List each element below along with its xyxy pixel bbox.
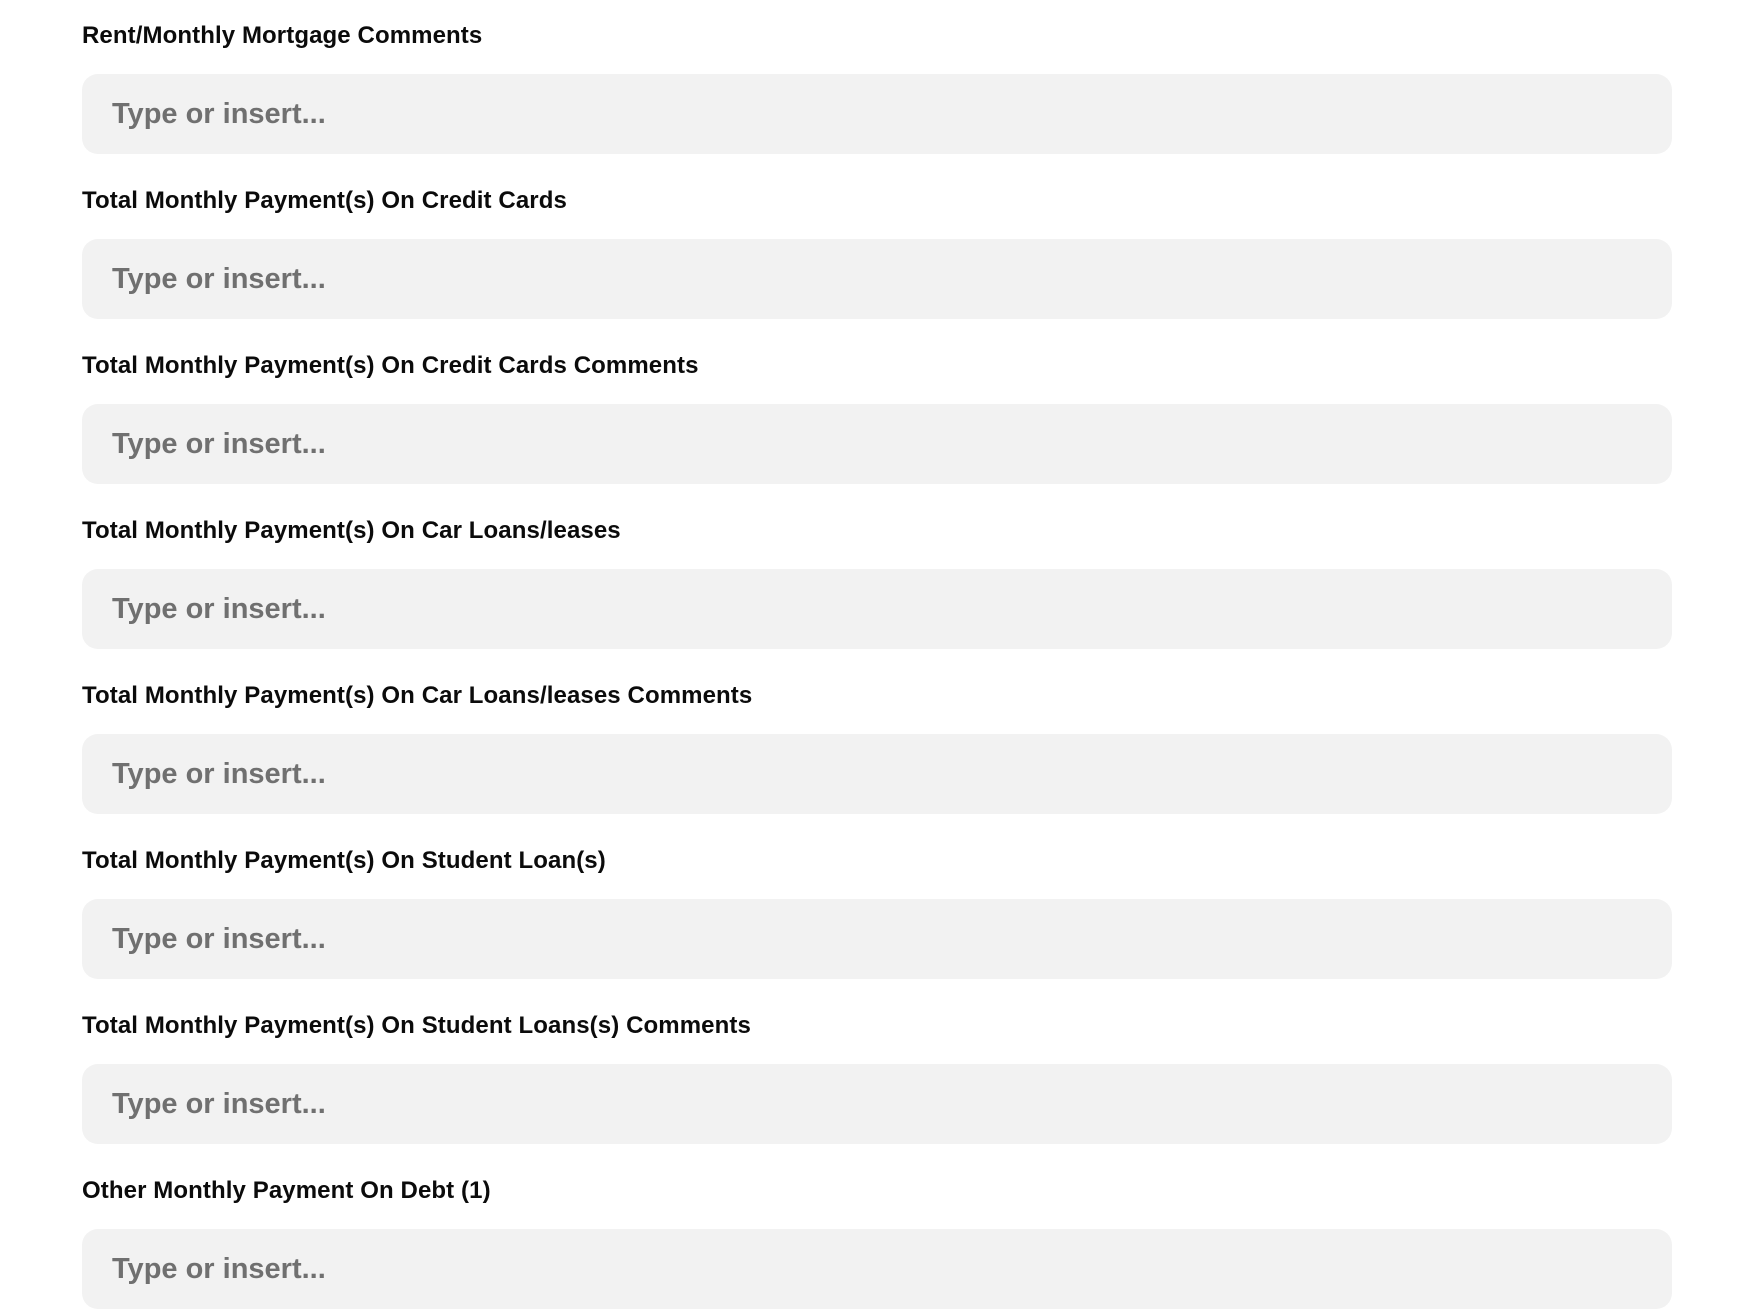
student-loans-payment-input[interactable]: [82, 899, 1672, 979]
field-credit-cards: [82, 187, 1672, 319]
field-label: Total Monthly Payment(s) On Student Loans(s) Comments: [82, 1012, 751, 1039]
field-label: Total Monthly Payment(s) On Credit Cards Comments: [82, 352, 699, 379]
field-label: Total Monthly Payment(s) On Student Loan(s): [82, 847, 606, 874]
field-other-debt-1: [82, 1177, 1672, 1309]
field-car-loans: [82, 517, 1672, 649]
car-loans-payment-input[interactable]: [82, 569, 1672, 649]
field-student-loans-comments: [82, 1012, 1672, 1144]
field-label: Total Monthly Payment(s) On Credit Cards: [82, 187, 567, 214]
student-loans-comments-input[interactable]: [82, 1064, 1672, 1144]
other-debt-1-input[interactable]: [82, 1229, 1672, 1309]
field-label: Total Monthly Payment(s) On Car Loans/leases: [82, 517, 621, 544]
car-loans-comments-input[interactable]: [82, 734, 1672, 814]
field-credit-cards-comments: [82, 352, 1672, 484]
field-student-loans: [82, 847, 1672, 979]
credit-cards-comments-input[interactable]: [82, 404, 1672, 484]
credit-cards-payment-input[interactable]: [82, 239, 1672, 319]
field-car-loans-comments: [82, 682, 1672, 814]
field-label: Total Monthly Payment(s) On Car Loans/leases Comments: [82, 682, 753, 709]
field-rent-mortgage-comments: [82, 22, 1672, 154]
rent-mortgage-comments-input[interactable]: [82, 74, 1672, 154]
field-label: Other Monthly Payment On Debt (1): [82, 1177, 491, 1204]
field-label: Rent/Monthly Mortgage Comments: [82, 22, 483, 49]
